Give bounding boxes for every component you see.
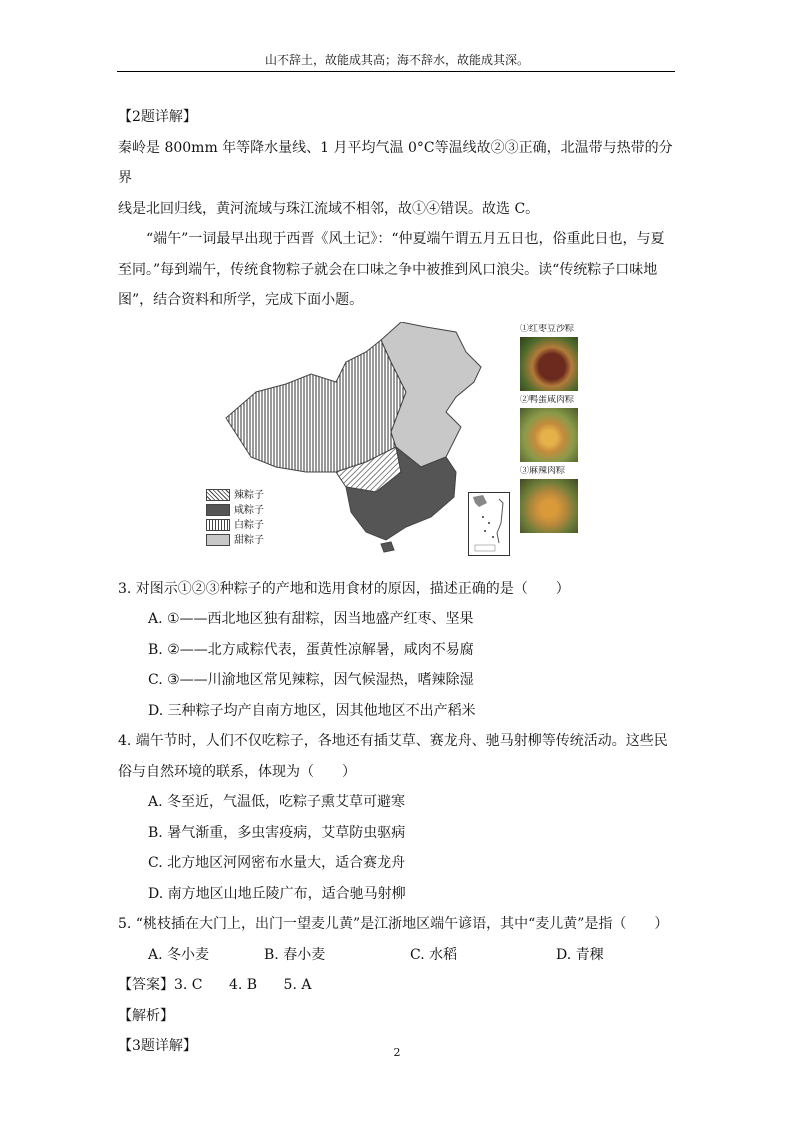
question-3-option-c: C. ③——川渝地区常见辣粽，因气候湿热，嗜辣除湿	[148, 672, 474, 688]
spicy-pork-zongzi-photo	[520, 479, 578, 533]
map-region-hainan	[381, 542, 394, 552]
legend-label: 辣粽子	[234, 489, 264, 501]
q2-explain-line-2: 线是北回归线，黄河流域与珠江流域不相邻，故①④错误。故选 C。	[118, 200, 540, 217]
q2-explain-line-1: 秦岭是 800mm 年等降水量线、1 月平均气温 0°C等温线故②③正确，北温带与热带的分界	[118, 139, 673, 186]
question-3-option-d: D. 三种粽子均产自南方地区，因其他地区不出产稻米	[148, 702, 476, 719]
south-china-sea-inset	[468, 492, 510, 556]
intro-line-2: 至同。”每到端午，传统食物粽子就会在口味之争中被推到风口浪尖。读“传统粽子口味地	[118, 261, 658, 278]
answers-line	[118, 970, 678, 1001]
question-3-stem: 3. 对图示①②③种粽子的产地和选用食材的原因，描述正确的是（ ）	[118, 580, 570, 597]
document-body	[118, 102, 678, 1062]
legend-label: 甜粽子	[234, 534, 264, 546]
analysis-label: 【解析】	[118, 1007, 174, 1024]
intro-line-3: 图”，结合资料和所学，完成下面小题。	[118, 292, 364, 308]
legend-item-plain	[206, 518, 264, 533]
legend-item-sweet	[206, 533, 264, 548]
question-3-option-b: B. ②——北方咸粽代表，蛋黄性凉解暑，咸肉不易腐	[148, 641, 474, 658]
question-4-option-a: A. 冬至近，气温低，吃粽子熏艾草可避寒	[148, 794, 406, 810]
legend-swatch	[206, 519, 230, 531]
legend-item-spicy	[206, 488, 264, 503]
question-4-option-b: B. 暑气渐重，多虫害疫病，艾草防虫驱病	[148, 824, 406, 841]
legend-swatch	[206, 504, 230, 516]
map-legend	[206, 488, 264, 548]
legend-label: 咸粽子	[234, 504, 264, 516]
red-date-zongzi-photo	[520, 337, 578, 391]
inset-map	[469, 493, 509, 555]
question-4-stem-line-2: 俗与自然环境的联系，体现为（ ）	[118, 763, 356, 780]
question-4-option-c: C. 北方地区河网密布水量大，适合赛龙舟	[148, 855, 406, 871]
legend-swatch	[206, 534, 230, 546]
question-4-option-d: D. 南方地区山地丘陵广布，适合驰马射柳	[148, 885, 406, 902]
photo-caption: ①红枣豆沙粽	[520, 323, 575, 334]
q3-heading: 【3题详解】	[118, 1038, 197, 1054]
question-5-options	[118, 940, 678, 971]
photo-caption: ③麻辣肉粽	[520, 465, 566, 476]
question-5-stem: 5. “桃枝插在大门上，出门一望麦儿黄”是江浙地区端午谚语，其中“麦儿黄”是指（ ）	[118, 916, 669, 932]
zongzi-photos	[520, 324, 584, 537]
question-4-stem-line-1: 4. 端午节时，人们不仅吃粽子，各地还有插艾草、赛龙舟、驰马射柳等传统活动。这些民	[118, 733, 668, 749]
egg-pork-zongzi-photo	[520, 408, 578, 462]
question-5-option-a: A. 冬小麦	[148, 946, 210, 963]
photo-caption: ②鸭蛋咸肉粽	[520, 394, 575, 405]
question-5-option-b: B. 春小麦	[264, 946, 326, 963]
answer-5: 5. A	[283, 977, 312, 993]
zongzi-flavor-map-figure	[118, 322, 678, 566]
answer-3: 3. C	[174, 977, 203, 993]
page-header-motto: 山不辞土，故能成其高；海不辞水，故能成其深。	[264, 53, 529, 67]
answers-label: 【答案】	[118, 977, 174, 993]
answer-4: 4. B	[228, 977, 258, 993]
map-region-white	[226, 340, 406, 472]
legend-item-salty	[206, 503, 264, 518]
question-5-option-d: D. 青稞	[556, 946, 604, 963]
page-number: 2	[393, 1046, 401, 1059]
intro-line-1: “端午”一词最早出现于西晋《风土记》：“仲夏端午谓五月五日也，俗重此日也，与夏	[146, 231, 665, 247]
question-5-option-c: C. 水稻	[410, 946, 458, 963]
header-rule	[117, 71, 675, 72]
q2-heading: 【2题详解】	[118, 109, 197, 125]
legend-label: 白粽子	[234, 519, 264, 531]
question-3-option-a: A. ①——西北地区独有甜粽，因当地盛产红枣、坚果	[148, 611, 474, 627]
legend-swatch	[206, 489, 230, 501]
